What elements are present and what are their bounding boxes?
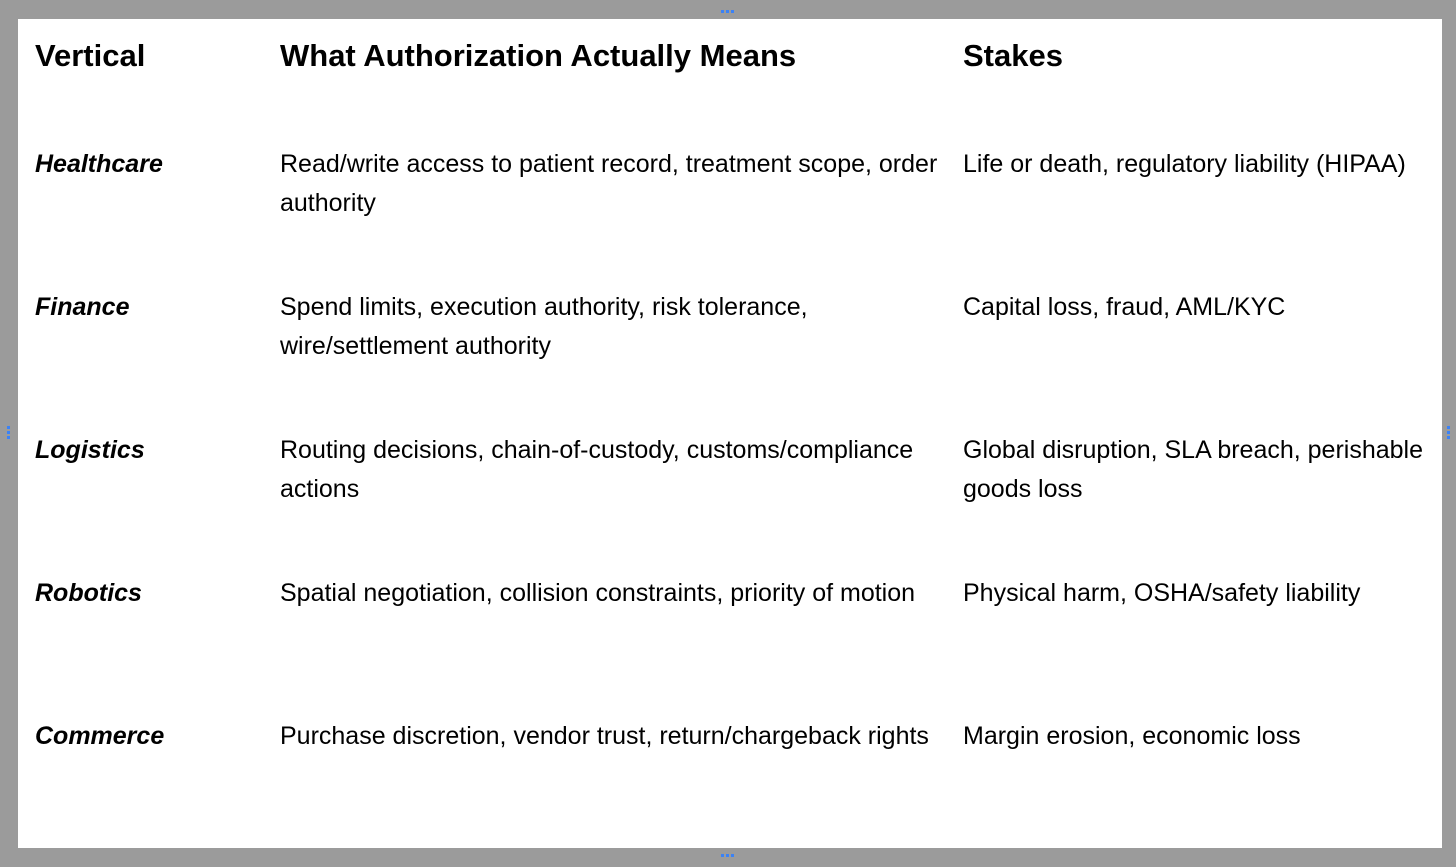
row-finance-stakes: Capital loss, fraud, AML/KYC	[963, 293, 1286, 321]
column-header-stakes: Stakes	[963, 38, 1063, 73]
row-robotics-stakes: Physical harm, OSHA/safety liability	[963, 579, 1361, 607]
resize-handle-left[interactable]	[7, 426, 10, 439]
column-header-meaning: What Authorization Actually Means	[280, 38, 797, 73]
row-commerce-vertical: Commerce	[35, 722, 165, 750]
row-commerce-meaning: Purchase discretion, vendor trust, return/chargeback rights	[280, 722, 929, 750]
row-logistics-stakes: Global disruption, SLA breach, perishable goods loss	[963, 436, 1424, 503]
resize-handle-right[interactable]	[1447, 426, 1450, 439]
authorization-table	[18, 19, 1442, 848]
table-container	[18, 19, 1442, 848]
row-robotics-vertical: Robotics	[35, 579, 142, 607]
column-header-vertical: Vertical	[35, 38, 146, 73]
row-robotics-meaning: Spatial negotiation, collision constraints, priority of motion	[280, 579, 916, 607]
row-healthcare-vertical: Healthcare	[35, 150, 163, 178]
row-commerce-stakes: Margin erosion, economic loss	[963, 722, 1301, 750]
resize-handle-bottom[interactable]	[721, 854, 734, 857]
row-logistics-vertical: Logistics	[35, 436, 145, 464]
row-healthcare-meaning: Read/write access to patient record, treatment scope, order authority	[280, 150, 938, 217]
row-healthcare-stakes: Life or death, regulatory liability (HIPAA)	[963, 150, 1406, 178]
row-finance-meaning: Spend limits, execution authority, risk tolerance, wire/settlement authority	[280, 293, 808, 360]
resize-handle-top[interactable]	[721, 10, 734, 13]
row-finance-vertical: Finance	[35, 293, 130, 321]
row-logistics-meaning: Routing decisions, chain-of-custody, customs/compliance actions	[280, 436, 914, 503]
